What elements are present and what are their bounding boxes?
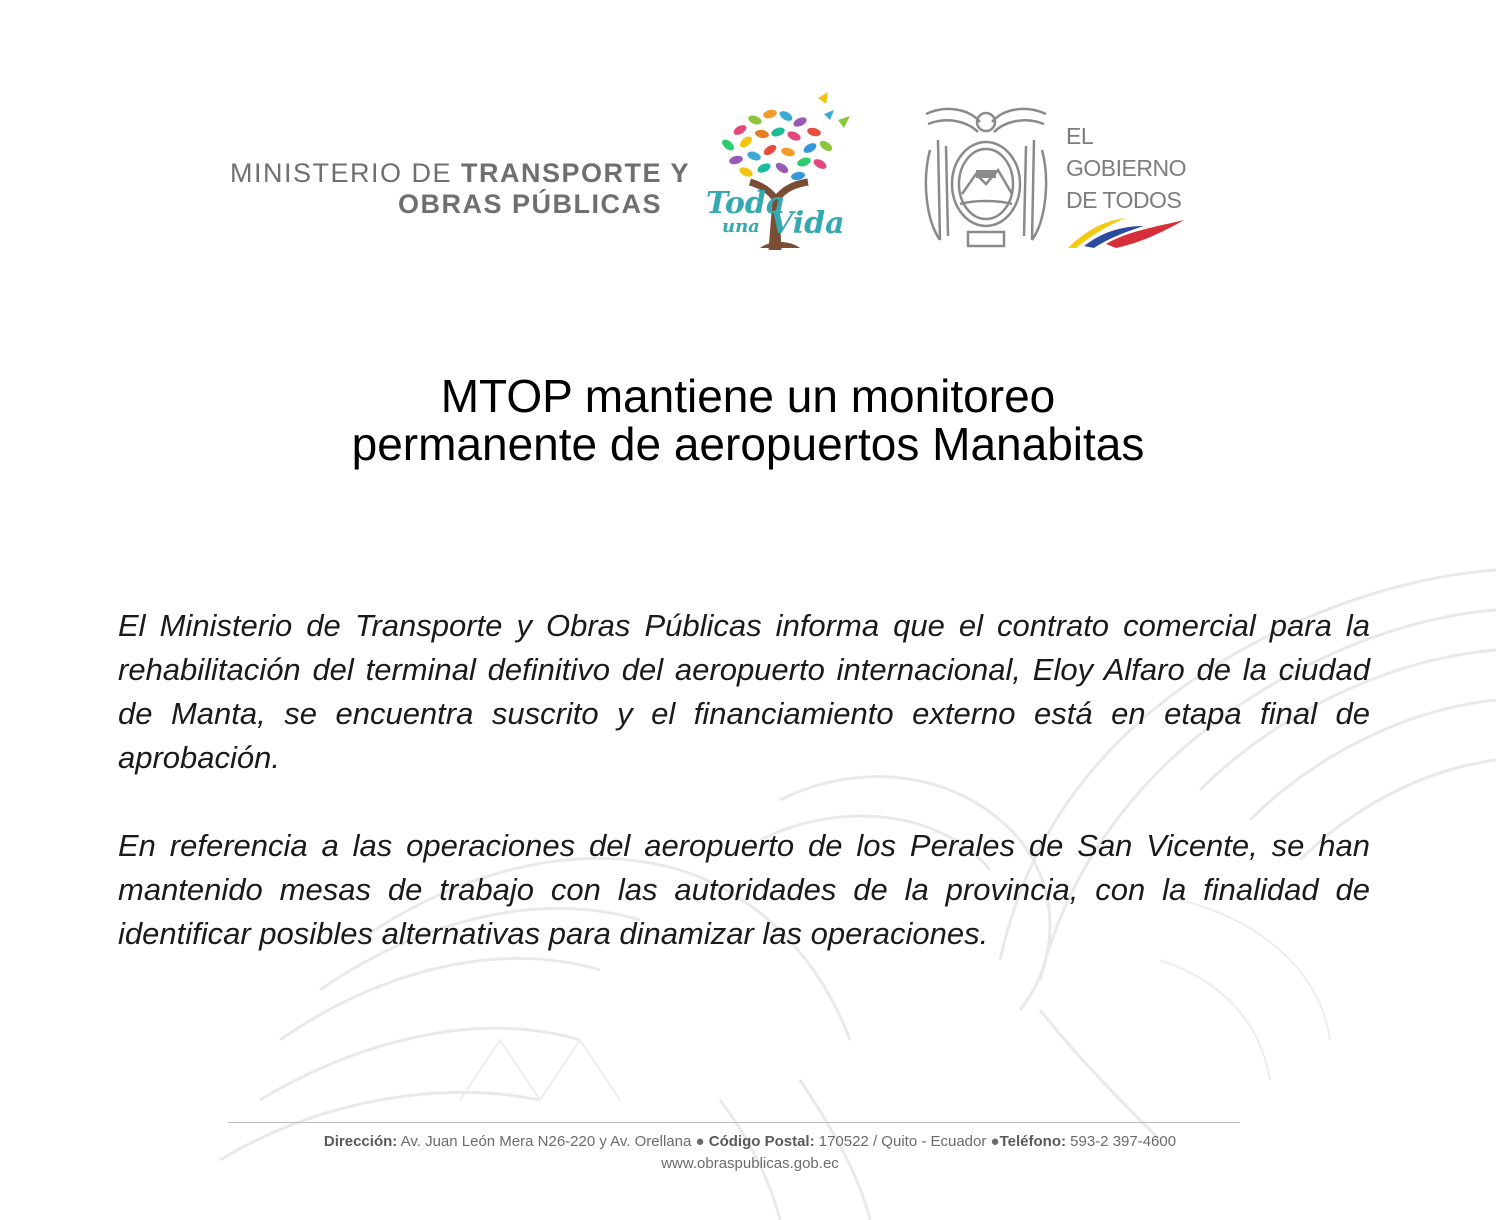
footer-contact-line <box>120 1131 1380 1153</box>
paragraph-1: El Ministerio de Transporte y Obras Públicas informa que el contrato comercial para la rehabilitación del terminal definitivo del aeropuerto internacional, Eloy Alfaro de la ciudad de Manta, se encuentra suscrito y el financiamiento externo está en etapa final de aprobación. <box>118 608 1370 775</box>
gov-line3: DE TODOS <box>1066 187 1182 213</box>
gov-line1: EL <box>1066 123 1094 149</box>
title-line-2: permanente de aeropuertos Manabitas <box>351 418 1145 470</box>
press-release-body <box>118 604 1370 1000</box>
address-value: Av. Juan León Mera N26-220 y Av. Orellana <box>400 1133 692 1150</box>
page-title <box>0 372 1496 468</box>
ministry-line1-bold: TRANSPORTE Y <box>461 158 691 188</box>
phone-value: 593-2 397-4600 <box>1070 1133 1177 1150</box>
ministry-line2: OBRAS PÚBLICAS <box>397 189 662 219</box>
ecuador-coat-of-arms-icon <box>918 100 1054 252</box>
title-line-1: MTOP mantiene un monitoreo <box>440 370 1056 422</box>
bullet-icon: ● <box>990 1133 1000 1150</box>
ministry-line1-light: MINISTERIO DE <box>230 158 453 188</box>
postal-value: 170522 / Quito - Ecuador <box>818 1133 987 1150</box>
postal-label: Código Postal: <box>708 1133 815 1150</box>
address-label: Dirección: <box>323 1133 398 1150</box>
government-logo-text <box>1066 120 1186 216</box>
paragraph-2: En referencia a las operaciones del aeropuerto de los Perales de San Vicente, se han mantenido mesas de trabajo con las autoridades de la provincia, con la finalidad de identificar posibles alternativas para dinamizar las operaciones. <box>118 828 1370 951</box>
gov-line2: GOBIERNO <box>1066 155 1186 181</box>
footer <box>120 1131 1380 1175</box>
flag-ribbon-icon <box>1066 210 1186 250</box>
phone-label: Teléfono: <box>999 1133 1066 1150</box>
ministry-logo-text <box>230 158 691 220</box>
slogan-word-3: Vida <box>770 206 845 241</box>
slogan-word-1: Toda <box>706 186 786 221</box>
website-link[interactable]: www.obraspublicas.gob.ec <box>661 1155 839 1172</box>
header <box>0 90 1496 260</box>
bullet-icon: ● <box>695 1133 705 1150</box>
slogan-word-2: una <box>722 216 760 237</box>
footer-divider <box>228 1122 1240 1123</box>
